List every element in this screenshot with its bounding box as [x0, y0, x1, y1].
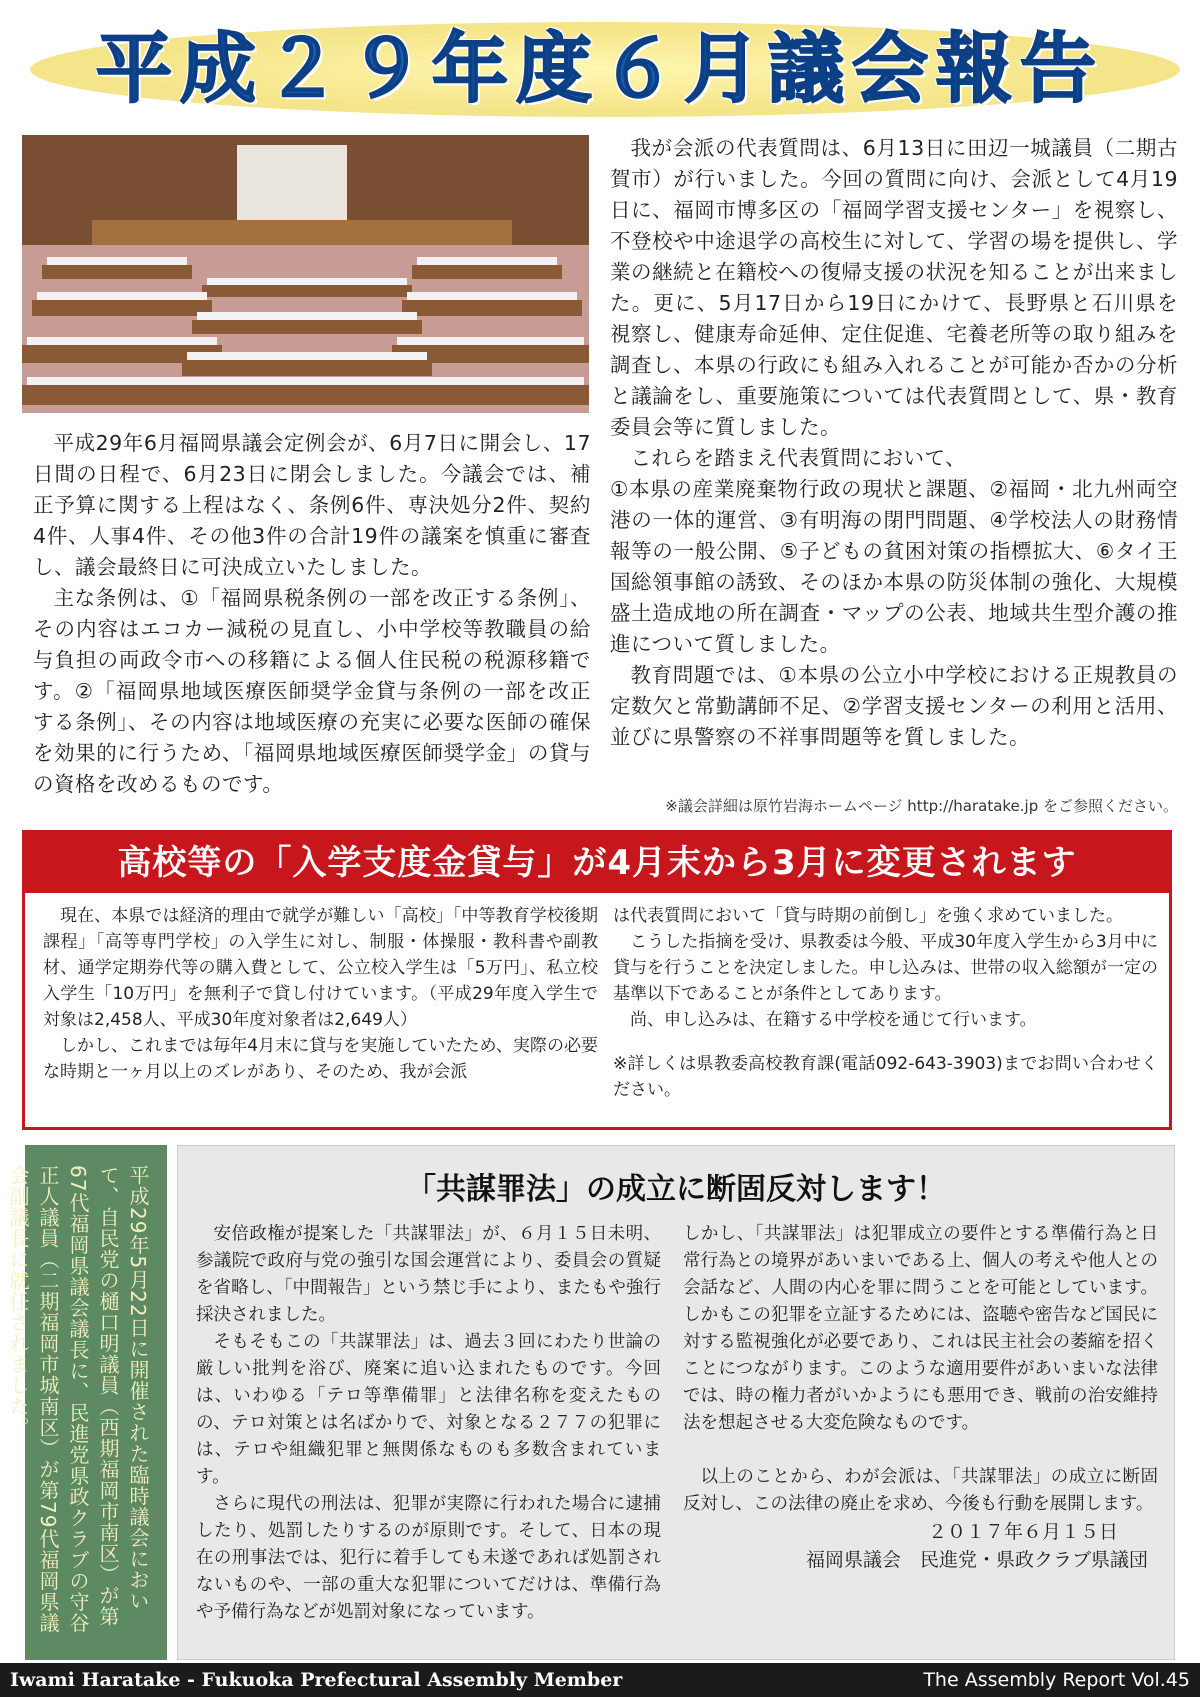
- homepage-note: ※議会詳細は原竹岩海ホームページ http://haratake.jp をご参照ください。: [665, 797, 1178, 815]
- conspiracy-right-column: [683, 1221, 1158, 1574]
- loan-paragraph: 尚、申し込みは、在籍する中学校を通じて行います。: [630, 1010, 1037, 1030]
- loan-paragraph: 現在、本県では経済的理由で就学が難しい「高校」「中等教育学校後期課程」「高等専門学校」の入学生に対し、制服・体操服・教科書や副教材、通学定期券代等の購入費として、公立校入学生は「5万円」、私立校入学生「10万円」を無利子で貸し付けています。（平成29年度入学生で対象は2,458人、平成30年度対象者は2,649人）: [43, 906, 598, 1030]
- intro-paragraph: 主な条例は、①「福岡県税条例の一部を改正する条例」、その内容はエコカー減税の見直し、小中学校等教職員の給与負担の両政令市への移籍による個人住民税の税源移籍です。②「福岡県地域医療医師奨学金貸与条例の一部を改正する条例」、その内容は地域医療の充実に必要な医師の確保を効果的に行うため、「福岡県地域医療医師奨学金」の貸与の資格を改めるものです。: [33, 586, 591, 796]
- assembly-hall-photo: [22, 135, 589, 413]
- title-banner: [0, 0, 1200, 125]
- footer-bar: [0, 1663, 1200, 1697]
- intro-paragraph: 教育問題では、①本県の公立小中学校における正規教員の定数欠と常勤講師不足、②学習支援センターの利用と活用、並びに県警察の不祥事問題等を質しました。: [610, 663, 1178, 749]
- intro-left-column: [33, 428, 591, 800]
- page-title: 平成２９年度６月議会報告: [96, 24, 1104, 113]
- loan-paragraph: しかし、これまでは毎年4月末に貸与を実施していたため、実際の必要な時期と一ヶ月以上のズレがあり、そのため、我が会派: [43, 1036, 598, 1082]
- conspiracy-paragraph: 安倍政権が提案した「共謀罪法」が、６月１５日未明、参議院で政府与党の強引な国会運営により、委員会の質疑を省略し、「中間報告」という禁じ手により、またもや強行採決されました。: [196, 1224, 661, 1325]
- intro-right-column: [610, 133, 1178, 753]
- conspiracy-left-column: [196, 1221, 661, 1626]
- loan-paragraph: こうした指摘を受け、県教委は今般、平成30年度入学生から3月中に貸与を行うことを決定しました。申し込みは、世帯の収入総額が一定の基準以下であることが条件としてあります。: [613, 932, 1158, 1004]
- loan-right-column: [613, 903, 1158, 1103]
- footer-volume: The Assembly Report Vol.45: [923, 1669, 1190, 1691]
- appointment-sidebar: 平成29年5月22日に開催された臨時議会において、自民党の樋口明議員（西期福岡市南区）が第67代福岡県議会議長に、民進党県政クラブの守谷正人議員（二期福岡市城南区）が第79代福岡県議会副議長に就任されました。: [25, 1145, 167, 1660]
- conspiracy-paragraph: 以上のことから、わが会派は、「共謀罪法」の成立に断固反対し、この法律の廃止を求め、今後も行動を展開します。: [683, 1467, 1158, 1514]
- loan-left-column: [43, 903, 598, 1085]
- intro-paragraph: これらを踏まえ代表質問において、: [630, 446, 967, 470]
- intro-paragraph: ①本県の産業廃棄物行政の現状と課題、②福岡・北九州両空港の一体的運営、③有明海の閉門問題、④学校法人の財務情報等の一般公開、⑤子どもの貧困対策の指標拡大、⑥タイ王国総領事館の誘致、そのほか本県の防災体制の強化、大規模盛土造成地の所在調査・マップの公表、地域共生型介護の推進について質しました。: [610, 477, 1178, 656]
- loan-contact: ※詳しくは県教委高校教育課(電話092-643-3903)までお問い合わせください。: [613, 1054, 1158, 1100]
- loan-paragraph: は代表質問において「貸与時期の前倒し」を強く求めていました。: [613, 906, 1123, 926]
- intro-paragraph: 平成29年6月福岡県議会定例会が、6月7日に開会し、17日間の日程で、6月23日に閉会しました。今議会では、補正予算に関する上程はなく、条例6件、専決処分2件、契約4件、人事4件、その他3件の合計19件の議案を慎重に審査し、議会最終日に可決成立いたしました。: [33, 431, 591, 579]
- intro-paragraph: 我が会派の代表質問は、6月13日に田辺一城議員（二期古賀市）が行いました。今回の質問に向け、会派として4月19日に、福岡市博多区の「福岡学習支援センター」を視察し、不登校や中途退学の高校生に対して、学習の場を提供し、学業の継続と在籍校への復帰支援の状況を知ることが出来ました。更に、5月17日から19日にかけて、長野県と石川県を視察し、健康寿命延伸、定住促進、宅養老所等の取り組みを調査し、本県の行政にも組み入れることが可能か否かの分析と議論をし、重要施策については代表質問として、県・教育委員会等に質しました。: [610, 136, 1178, 439]
- conspiracy-signature: 福岡県議会 民進党・県政クラブ県議団: [805, 1549, 1148, 1571]
- conspiracy-law-box: [177, 1145, 1175, 1660]
- conspiracy-title: 「共謀罪法」の成立に断固反対します！: [406, 1172, 946, 1207]
- loan-notice-title: 高校等の「入学支度金貸与」が4月末から3月に変更されます: [25, 833, 1169, 893]
- conspiracy-paragraph: そもそもこの「共謀罪法」は、過去３回にわたり世論の厳しい批判を浴び、廃案に追い込まれたものです。今回は、いわゆる「テロ等準備罪」と法律名称を変えたものの、テロ対策とは名ばかりで、対象となる２７７の犯罪には、テロや組織犯罪と無関係なものも多数含まれています。: [196, 1332, 661, 1487]
- conspiracy-date: ２０１７年６月１５日: [927, 1521, 1118, 1543]
- conspiracy-paragraph: しかし、「共謀罪法」は犯罪成立の要件とする準備行為と日常行為との境界があいまいである上、個人の考えや他人との会話など、人間の内心を罪に問うことを可能としています。しかもこの犯罪を立証するためには、盗聴や密告など国民に対する監視強化が必要であり、これは民主社会の萎縮を招くことにつながります。このような適用要件があいまいな法律では、時の権力者がいかようにも悪用でき、戦前の治安維持法を想起させる大変危険なものです。: [683, 1224, 1158, 1433]
- loan-notice-box: [22, 830, 1172, 1130]
- conspiracy-paragraph: さらに現代の刑法は、犯罪が実際に行われた場合に逮捕したり、処罰したりするのが原則です。そして、日本の現在の刑事法では、犯行に着手しても未遂であれば処罰されないものや、一部の重大な犯罪についてだけは、準備行為や予備行為などが処罰対象になっています。: [196, 1494, 661, 1622]
- footer-author: Iwami Haratake - Fukuoka Prefectural Assembly Member: [10, 1669, 623, 1691]
